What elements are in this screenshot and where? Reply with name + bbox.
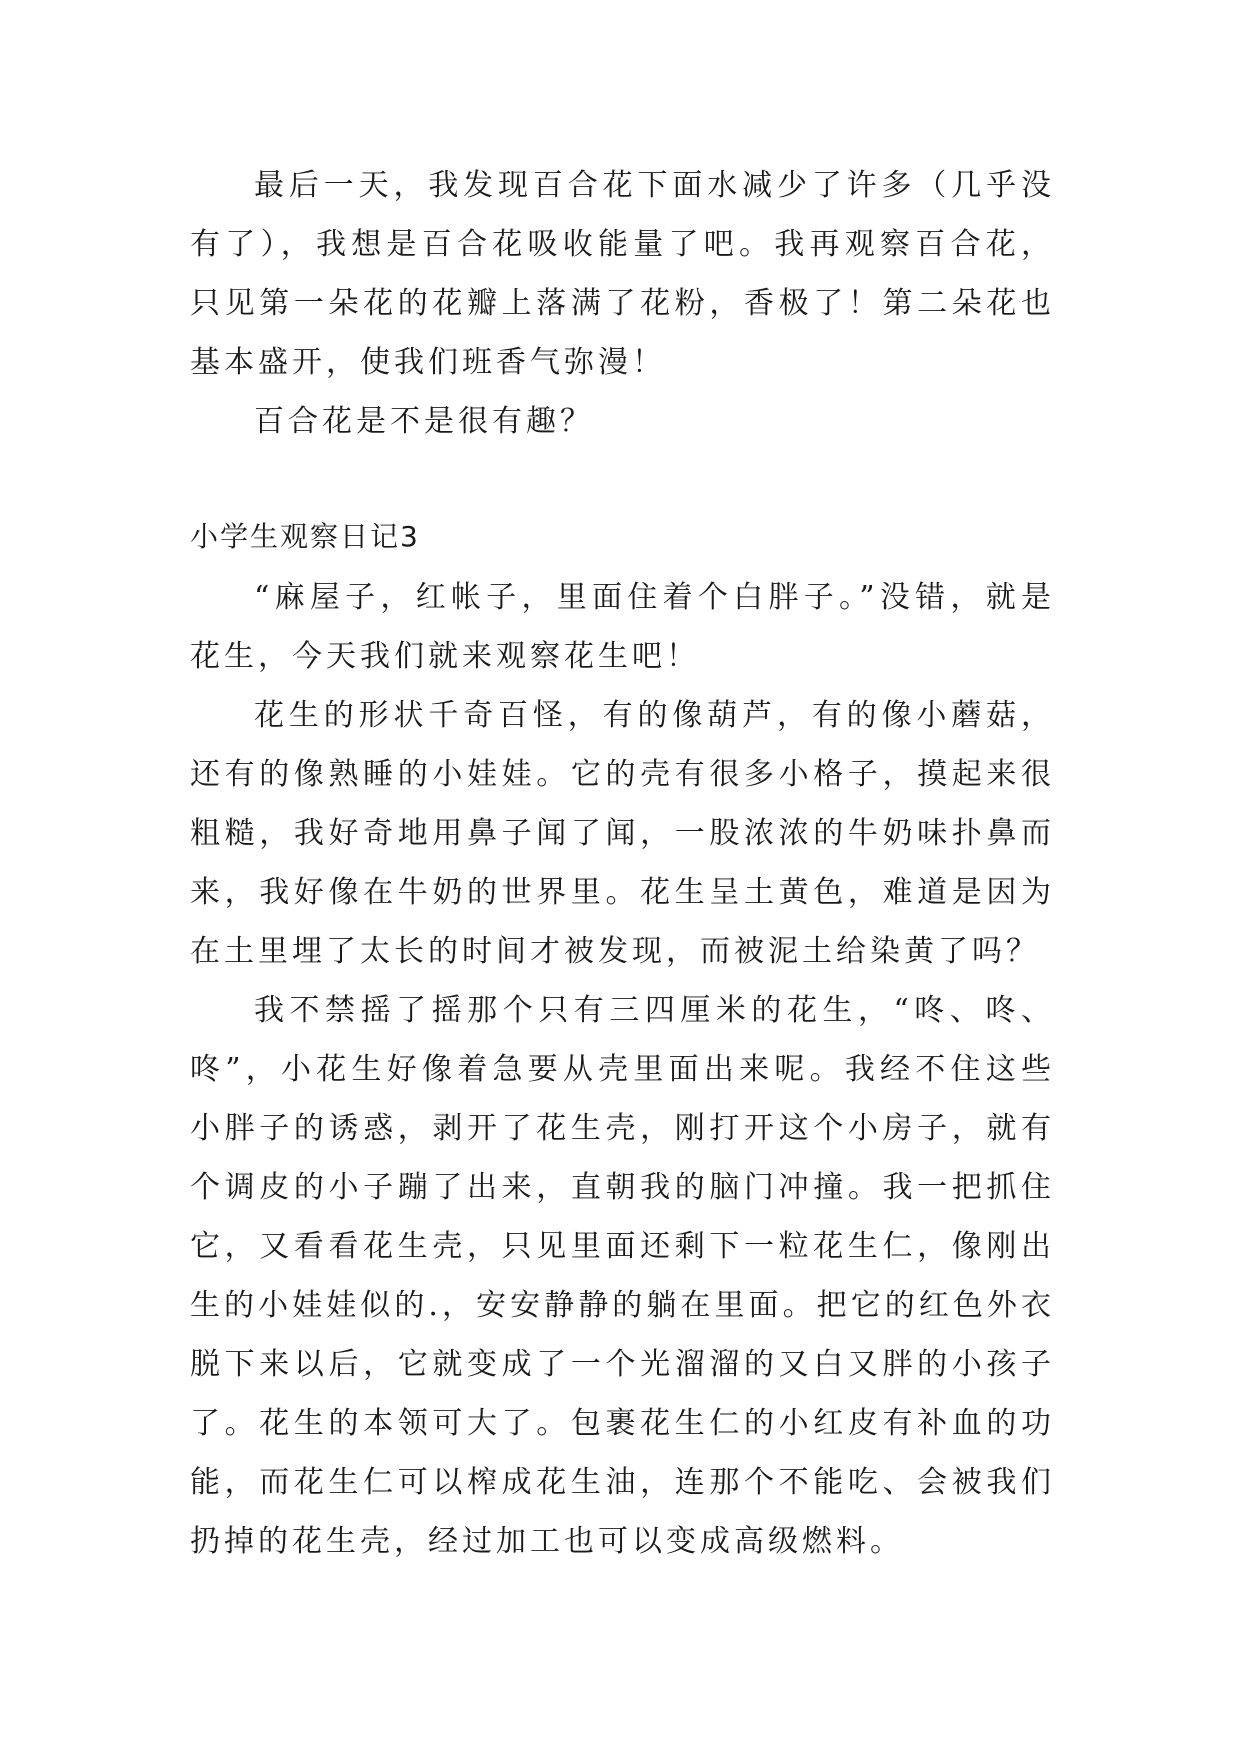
paragraph: 花生的形状千奇百怪，有的像葫芦，有的像小蘑菇，还有的像熟睡的小娃娃。它的壳有很多小格子，摸起来很粗糙，我好奇地用鼻子闻了闻，一股浓浓的牛奶味扑鼻而来，我好像在牛奶的世界里。花生呈土黄色，难道是因为在土里埋了太长的时间才被发现，而被泥土给染黄了吗？: [190, 698, 1055, 969]
paragraph: “麻屋子，红帐子，里面住着个白胖子。”没错，就是花生，今天我们就来观察花生吧！: [190, 580, 1055, 674]
paragraph: 我不禁摇了摇那个只有三四厘米的花生，“咚、咚、咚”，小花生好像着急要从壳里面出来呢。我经不住这些小胖子的诱惑，剥开了花生壳，刚打开这个小房子，就有个调皮的小子蹦了出来，直朝我的脑门冲撞。我一把抓住它，又看看花生壳，只见里面还剩下一粒花生仁，像刚出生的小娃娃似的.，安安静静的躺在里面。把它的红色外衣脱下来以后，它就变成了一个光溜溜的又白又胖的小孩子了。花生的本领可大了。包裹花生仁的小红皮有补血的功能，而花生仁可以榨成花生油，连那个不能吃、会被我们扔掉的花生壳，经过加工也可以变成高级燃料。: [190, 993, 1055, 1559]
paragraph: 最后一天，我发现百合花下面水减少了许多（几乎没有了），我想是百合花吸收能量了吧。我再观察百合花，只见第一朵花的花瓣上落满了花粉，香极了！第二朵花也基本盛开，使我们班香气弥漫！: [190, 168, 1055, 380]
paragraph: 百合花是不是很有趣？: [254, 404, 594, 439]
section-peanut-diary: [190, 507, 1055, 1571]
section-lily-ending: [190, 156, 1055, 451]
section-title: 小学生观察日记3: [190, 520, 420, 553]
